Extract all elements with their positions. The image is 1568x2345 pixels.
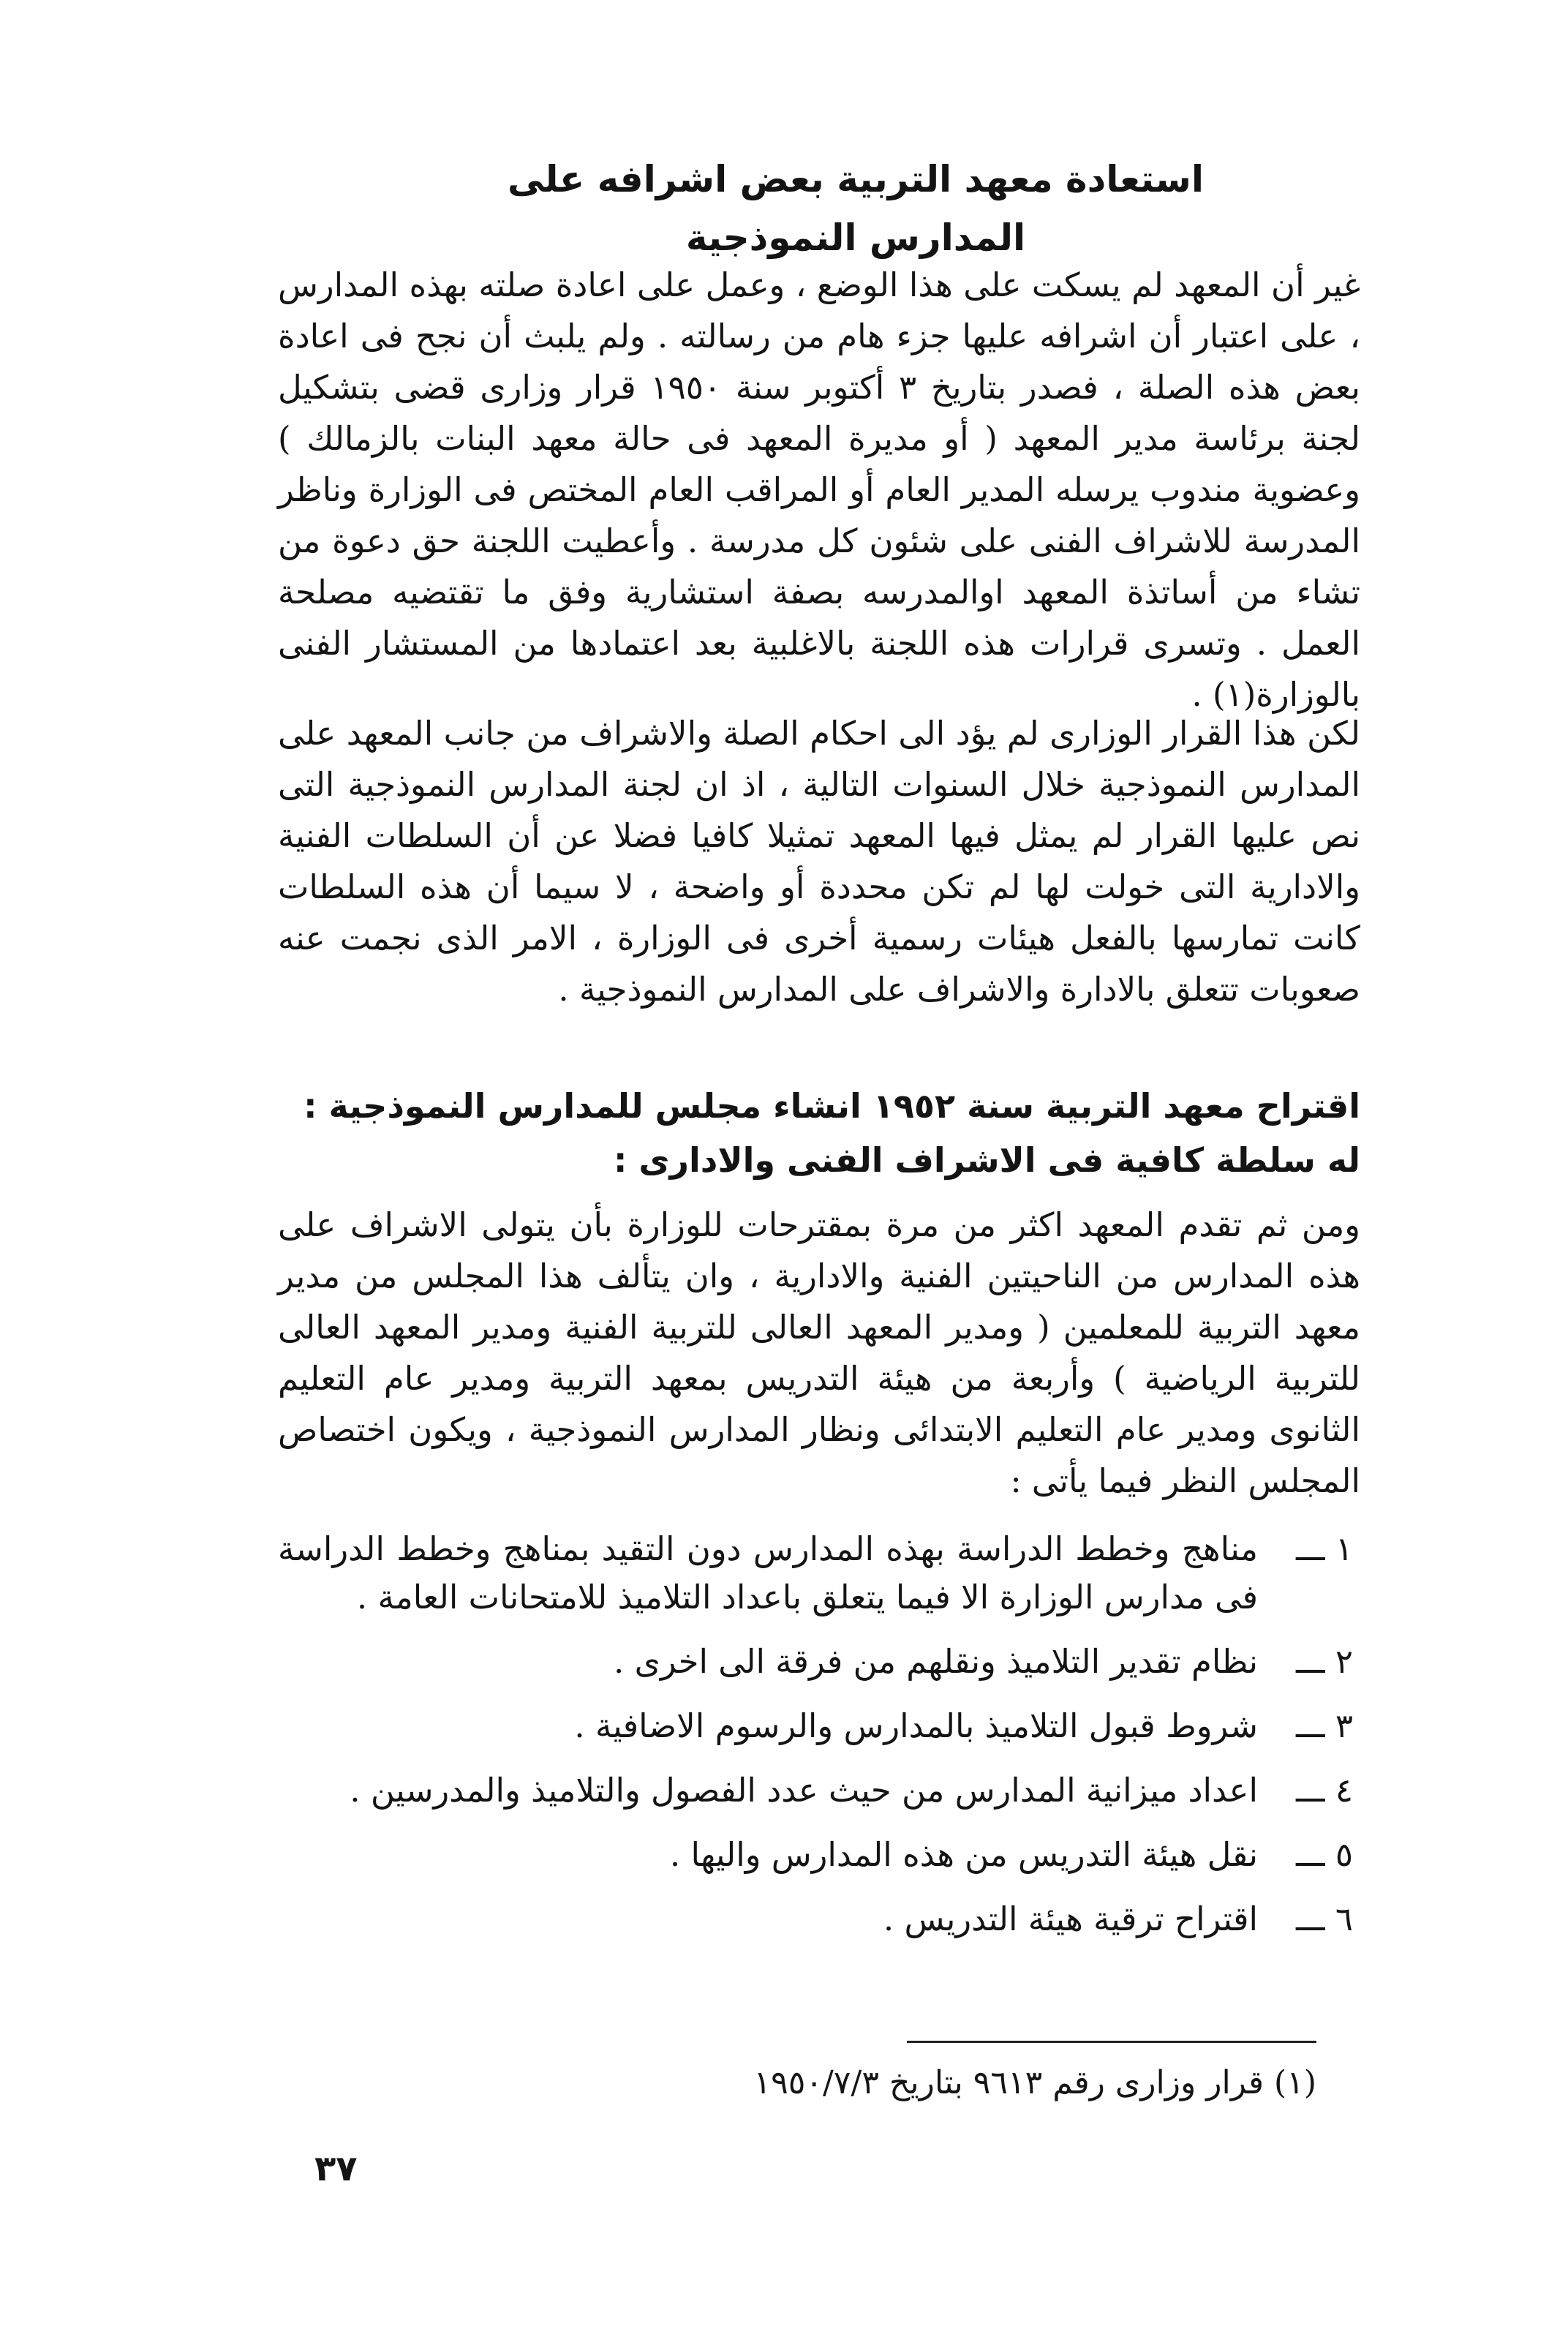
body-paragraph-3: ومن ثم تقدم المعهد اكثر من مرة بمقترحات للوزارة بأن يتولى الاشراف على هذه المدارس من الناحيتين الفنية والادارية ، وان يتألف هذا المجلس من مدير معهد التربية للمعلمين ( ومدير المعهد العالى للتربية الفنية ومدير المعهد العالى للتربية الرياضية ) وأربعة من هيئة التدريس بمعهد التربية ومدير عام التعليم الثانوى ومدير عام التعليم الابتدائى ونظار المدارس النموذجية ، ويكون اختصاص المجلس النظر فيما يأتى : (278, 1205, 1360, 1500)
section-heading-line-1: اقتراح معهد التربية سنة ١٩٥٢ انشاء مجلس للمدارس النموذجية : (304, 1086, 1360, 1126)
list-item-text: نقل هيئة التدريس من هذه المدارس واليها . (669, 1835, 1258, 1874)
body-paragraph-2: لكن هذا القرار الوزارى لم يؤد الى احكام الصلة والاشراف من جانب المعهد على المدارس النموذجية خلال السنوات التالية ، اذ ان لجنة المدارس النموذجية التى نص عليها القرار لم يمثل فيها المعهد تمثيلا كافيا فضلا عن أن السلطات الفنية والادارية التى خولت لها لم تكن محددة أو واضحة ، لا سيما أن هذه السلطات كانت تمارسها بالفعل هيئات رسمية أخرى فى الوزارة ، الامر الذى نجمت عنه صعوبات تتعلق بالادارة والاشراف على المدارس النموذجية . (278, 714, 1360, 1009)
list-item-number: ٢ ـــ (1295, 1642, 1353, 1681)
list-item (278, 1895, 1353, 1943)
list-item (278, 1831, 1353, 1879)
numbered-list (278, 1525, 1353, 1960)
list-item-text: اقتراح ترقية هيئة التدريس . (883, 1900, 1258, 1938)
list-item (278, 1525, 1353, 1622)
list-item-text: شروط قبول التلاميذ بالمدارس والرسوم الاضافية . (574, 1706, 1258, 1745)
list-item-number: ٤ ـــ (1295, 1771, 1353, 1810)
list-item-text: اعداد ميزانية المدارس من حيث عدد الفصول والتلاميذ والمدرسين . (350, 1771, 1258, 1810)
list-item-text: نظام تقدير التلاميذ ونقلهم من فرقة الى اخرى . (614, 1642, 1258, 1681)
list-item-text: مناهج وخطط الدراسة بهذه المدارس دون التقيد بمناهج وخطط الدراسة فى مدارس الوزارة الا فيما يتعلق باعداد التلاميذ للامتحانات العامة . (278, 1529, 1258, 1616)
section-heading-line-2: له سلطة كافية فى الاشراف الفنى والادارى : (613, 1140, 1360, 1180)
list-item (278, 1638, 1353, 1686)
list-item (278, 1766, 1353, 1815)
page-number: ٣٧ (314, 2148, 358, 2189)
list-item-number: ٦ ـــ (1295, 1900, 1353, 1938)
footnote-divider (907, 2041, 1316, 2043)
section-heading (278, 1079, 1360, 1187)
footnote: (١) قرار وزارى رقم ٩٦١٣ بتاريخ ١٩٥٠/٧/٣ (753, 2064, 1316, 2101)
list-item (278, 1702, 1353, 1750)
list-item-number: ١ ـــ (1295, 1529, 1353, 1568)
list-item-number: ٥ ـــ (1295, 1835, 1353, 1874)
list-item-number: ٣ ـــ (1295, 1706, 1353, 1745)
body-paragraph-1: غير أن المعهد لم يسكت على هذا الوضع ، وعمل على اعادة صلته بهذه المدارس ، على اعتبار أن اشرافه عليها جزء هام من رسالته . ولم يلبث أن نجح فى اعادة بعض هذه الصلة ، فصدر بتاريخ ٣ أكتوبر سنة ١٩٥٠ قرار وزارى قضى بتشكيل لجنة برئاسة مدير المعهد ( أو مديرة المعهد فى حالة معهد البنات بالزمالك ) وعضوية مندوب يرسله المدير العام أو المراقب العام المختص فى الوزارة وناظر المدرسة للاشراف الفنى على شئون كل مدرسة . وأعطيت اللجنة حق دعوة من تشاء من أساتذة المعهد اوالمدرسه بصفة استشارية وفق ما تقتضيه مصلحة العمل . وتسرى قرارات هذه اللجنة بالاغلبية بعد اعتمادها من المستشار الفنى بالوزارة(١) . (278, 266, 1361, 714)
page-title: استعادة معهد التربية بعض اشرافه على المدارس النموذجية (508, 158, 1204, 259)
